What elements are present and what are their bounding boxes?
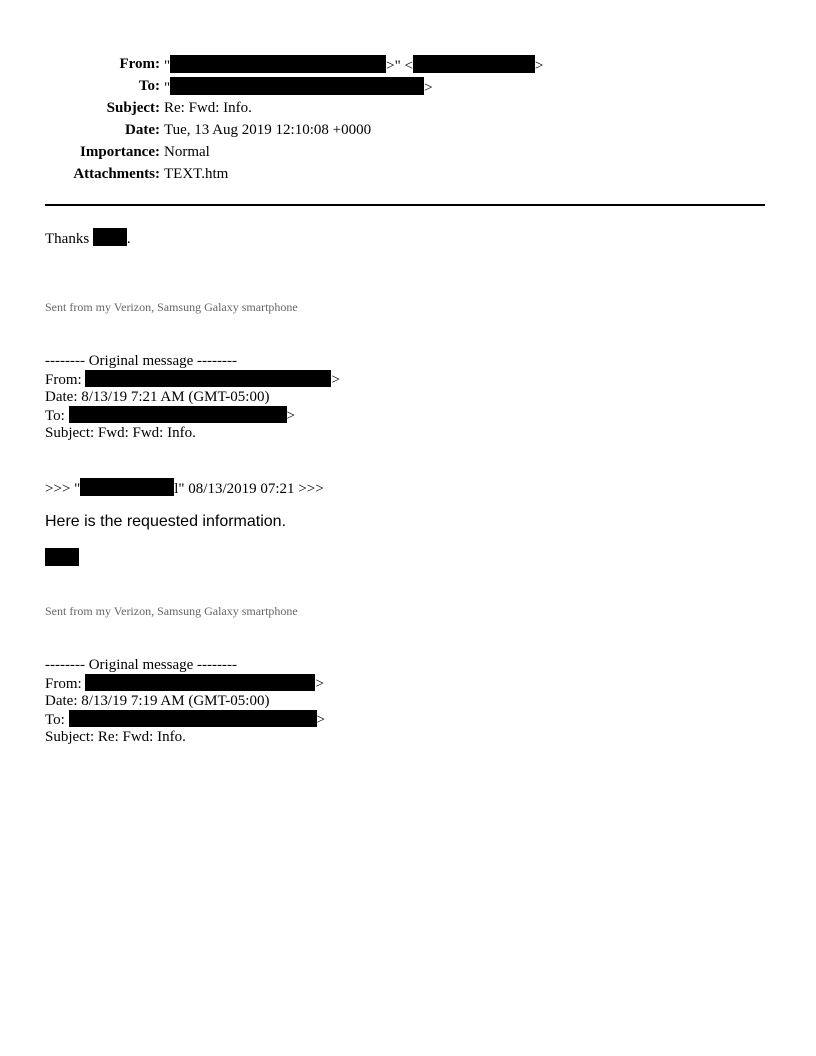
redaction-box: [85, 370, 331, 387]
redaction-box: [85, 674, 315, 691]
original-date-line: Date: 8/13/19 7:21 AM (GMT-05:00): [45, 389, 270, 405]
original-subject-line: Subject: Re: Fwd: Info.: [45, 729, 186, 745]
original-message-title: -------- Original message --------: [45, 353, 237, 369]
to-value: " >: [164, 77, 433, 97]
to-label: To:: [138, 78, 160, 94]
redaction-box: [170, 55, 386, 73]
redaction-box: [45, 548, 79, 566]
original-from-line: From: >: [45, 372, 340, 388]
original-to-line: To: >: [45, 408, 296, 424]
attachments-value: TEXT.htm: [164, 166, 229, 182]
subject-value: Re: Fwd: Info.: [164, 100, 252, 116]
importance-value: Normal: [164, 144, 210, 160]
importance-label: Importance:: [80, 144, 160, 160]
redaction-box: [170, 77, 424, 95]
from-label: From:: [119, 56, 160, 72]
redaction-box: [69, 710, 317, 727]
header-divider: [45, 204, 765, 206]
redaction-box: [69, 406, 287, 423]
original-subject-line: Subject: Fwd: Fwd: Info.: [45, 425, 196, 441]
signature: Sent from my Verizon, Samsung Galaxy smartphone: [45, 604, 298, 618]
date-label: Date:: [125, 122, 160, 138]
requested-info-text: Here is the requested information.: [45, 513, 287, 530]
subject-label: Subject:: [106, 100, 160, 116]
attachments-label: Attachments:: [73, 166, 160, 182]
redaction-box: [80, 478, 174, 496]
original-message-title: -------- Original message --------: [45, 657, 237, 673]
quote-header-line: >>> " l" 08/13/2019 07:21 >>>: [45, 478, 324, 498]
thanks-line: Thanks .: [45, 228, 131, 248]
original-date-line: Date: 8/13/19 7:19 AM (GMT-05:00): [45, 693, 270, 709]
redaction-box: [413, 55, 535, 73]
date-value: Tue, 13 Aug 2019 12:10:08 +0000: [164, 122, 372, 138]
original-to-line: To: >: [45, 712, 326, 728]
redaction-box: [93, 228, 127, 246]
original-from-line: From: >: [45, 676, 324, 692]
from-value: " >" < >: [164, 55, 543, 75]
signature: Sent from my Verizon, Samsung Galaxy smartphone: [45, 300, 298, 314]
